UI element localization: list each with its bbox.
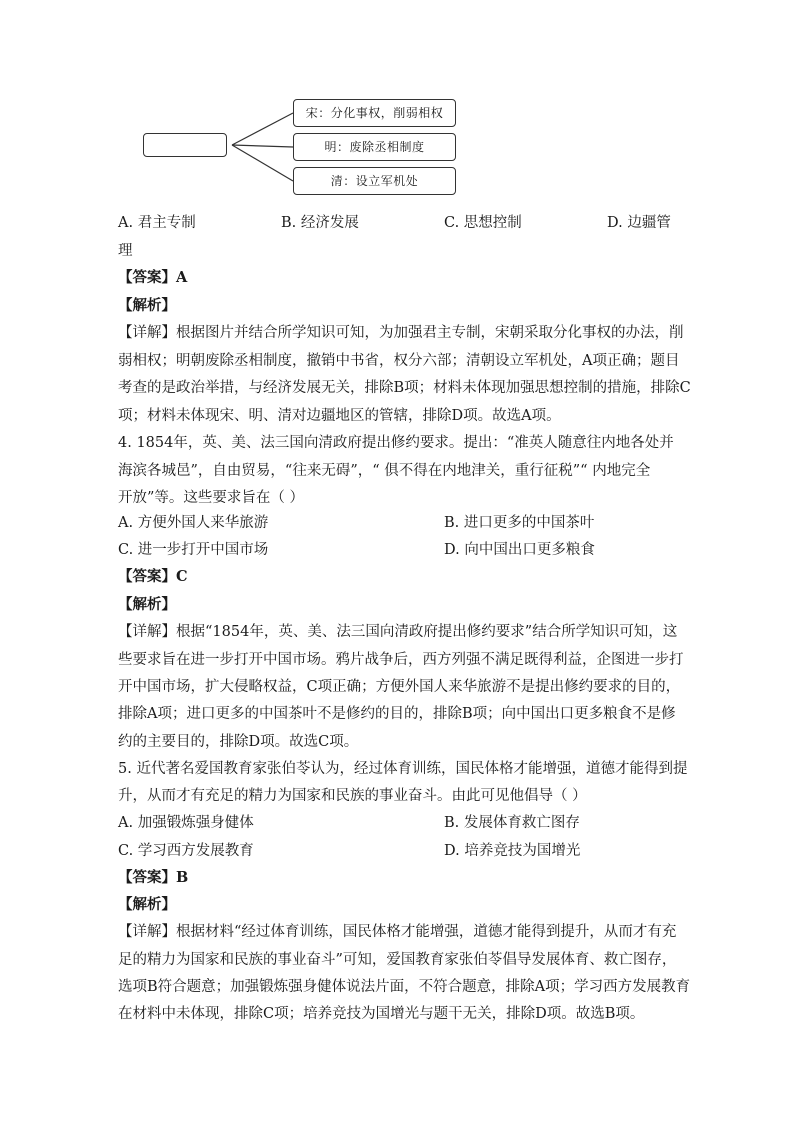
q4-detail-line: 开中国市场，扩大侵略权益，C项正确；方便外国人来华旅游不是提出修约要求的目的， <box>118 679 681 695</box>
q3-detail-line: 【详解】根据图片并结合所学知识可知，为加强君主专制，宋朝采取分化事权的办法，削 <box>118 325 684 341</box>
q5-detail-line: 在材料中未体现，排除C项；培养竞技为国增光与题干无关，排除D项。故选B项。 <box>118 1006 645 1022</box>
q3-option-d-wrap: 理 <box>118 243 133 259</box>
q4-answer: 【答案】C <box>118 568 188 585</box>
q4-detail-line: 约的主要目的，排除D项。故选C项。 <box>118 734 359 750</box>
q4-detail-line: 【详解】根据“1854年，英、美、法三国向清政府提出修约要求”结合所学知识可知，这 <box>118 624 678 640</box>
q5-stem-line: 5. 近代著名爱国教育家张伯苓认为，经过体育训练，国民体格才能增强，道德才能得到提 <box>118 761 688 777</box>
q5-answer: 【答案】B <box>118 869 189 886</box>
q3-option-a: A. 君主专制 <box>118 215 196 231</box>
q3-detail-line: 考查的是政治举措，与经济发展无关，排除B项；材料未体现加强思想控制的措施，排除C <box>118 380 691 396</box>
q3-analysis-label: 【解析】 <box>118 297 176 314</box>
q4-detail-line: 些要求旨在进一步打开中国市场。鸦片战争后，西方列强不满足既得利益，企图进一步打 <box>118 652 684 668</box>
q4-option-d: D. 向中国出口更多粮食 <box>444 542 595 558</box>
q5-option-c: C. 学习西方发展教育 <box>118 843 254 859</box>
q5-analysis-label: 【解析】 <box>118 896 176 913</box>
q4-detail-line: 排除A项；进口更多的中国茶叶不是修约的目的，排除B项；向中国出口更多粮食不是修 <box>118 706 676 722</box>
q4-option-a: A. 方便外国人来华旅游 <box>118 515 269 531</box>
q3-detail-line: 项；材料未体现宋、明、清对边疆地区的管辖，排除D项。故选A项。 <box>118 408 561 424</box>
diagram-box-qing: 清：设立军机处 <box>293 167 456 195</box>
q4-option-b: B. 进口更多的中国茶叶 <box>444 515 595 531</box>
q3-option-c: C. 思想控制 <box>444 215 522 231</box>
q4-stem-line: 4. 1854年，英、美、法三国向清政府提出修约要求。提出：“准英人随意往内地各处并 <box>118 435 674 451</box>
diagram-box-ming: 明：废除丞相制度 <box>293 133 456 161</box>
q5-option-a: A. 加强锻炼强身健体 <box>118 815 254 831</box>
q3-option-b: B. 经济发展 <box>281 215 359 231</box>
q4-stem-line: 海滨各城邑”，自由贸易，“往来无碍”，“ 俱不得在内地津关，重行征税”“ 内地完全 <box>118 463 651 479</box>
q5-option-b: B. 发展体育救亡图存 <box>444 815 580 831</box>
concept-diagram <box>140 96 470 200</box>
q3-option-d: D. 边疆管 <box>607 215 671 231</box>
q5-detail-line: 选项B符合题意；加强锻炼强身健体说法片面，不符合题意，排除A项；学习西方发展教育 <box>118 979 691 995</box>
q5-option-d: D. 培养竞技为国增光 <box>444 843 581 859</box>
q4-analysis-label: 【解析】 <box>118 596 176 613</box>
diagram-center-box <box>143 133 227 157</box>
q3-detail-line: 弱相权；明朝废除丞相制度，撤销中书省，权分六部；清朝设立军机处，A项正确；题目 <box>118 353 680 369</box>
q5-detail-line: 足的精力为国家和民族的事业奋斗”可知，爱国教育家张伯苓倡导发展体育、救亡图存， <box>118 952 677 968</box>
q4-option-c: C. 进一步打开中国市场 <box>118 542 269 558</box>
diagram-box-song: 宋：分化事权，削弱相权 <box>293 99 456 127</box>
q5-detail-line: 【详解】根据材料“经过体育训练，国民体格才能增强，道德才能得到提升，从而才有充 <box>118 924 677 940</box>
q4-stem-line: 开放”等。这些要求旨在（ ） <box>118 490 305 506</box>
q3-answer: 【答案】A <box>118 269 188 286</box>
q5-stem-line: 升，从而才有充足的精力为国家和民族的事业奋斗。由此可见他倡导（ ） <box>118 788 587 804</box>
